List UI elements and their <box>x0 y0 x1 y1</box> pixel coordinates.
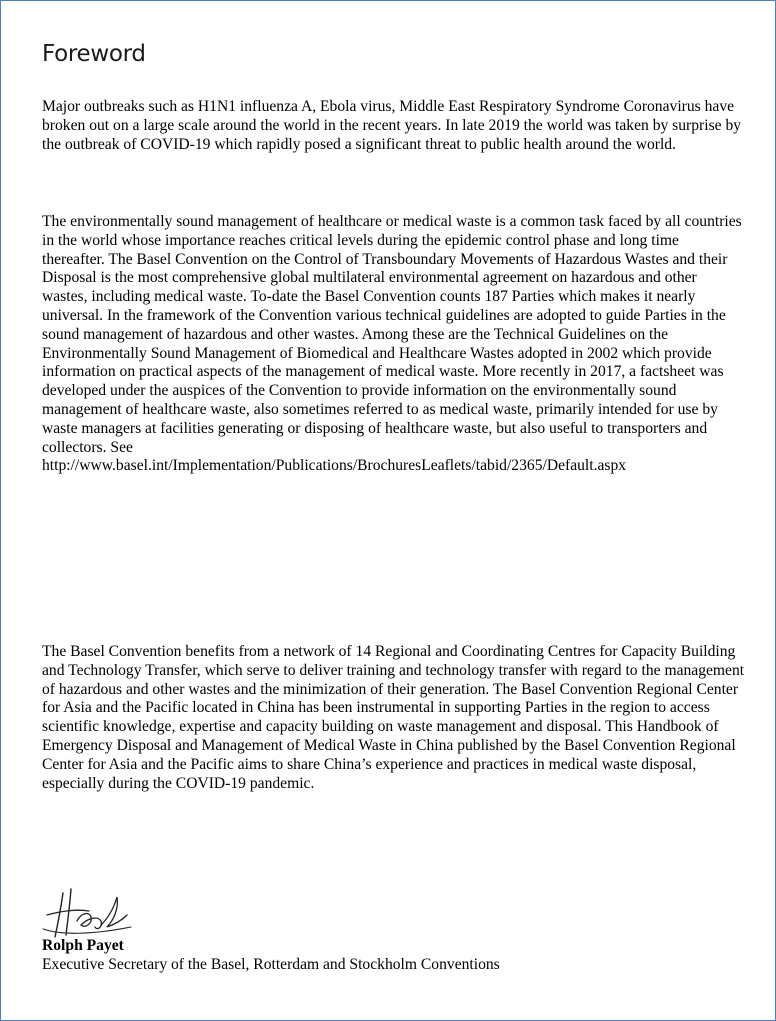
page-title: Foreword <box>42 41 146 67</box>
signatory-name: Rolph Payet <box>42 937 124 954</box>
signatory-role: Executive Secretary of the Basel, Rotterdam and Stockholm Conventions <box>42 955 500 973</box>
paragraph-basel-convention-text: The environmentally sound management of healthcare or medical waste is a common task faced by all countries in the world whose importance reaches critical levels during the epidemic control phase and long time thereafter. The Basel Convention on the Control of Transboundary Movements of Hazardous Wastes and their Disposal is the most comprehensive global multilateral environmental agreement on hazardous and other wastes, including medical waste. To-date the Basel Convention counts 187 Parties which makes it nearly universal. In the framework of the Convention various technical guidelines are adopted to guide Parties in the sound management of hazardous and other wastes. Among these are the Technical Guidelines on the Environmentally Sound Management of Biomedical and Healthcare Wastes adopted in 2002 which provide information on practical aspects of the management of medical waste. More recently in 2017, a factsheet was developed under the auspices of the Convention to provide information on the environmentally sound management of healthcare waste, also sometimes referred to as medical waste, primarily intended for use by waste managers at facilities generating or disposing of healthcare waste, but also useful to transporters and collectors. See <box>42 213 742 456</box>
handwritten-signature-icon <box>41 885 137 941</box>
paragraph-outbreaks: Major outbreaks such as H1N1 influenza A, Ebola virus, Middle East Respiratory Syndrome Coronavirus have broken out on a large scale around the world in the recent years. In late 2019 the world was taken by surprise by the outbreak of COVID-19 which rapidly posed a significant threat to public health around the world. <box>42 98 742 153</box>
signatory-block <box>42 937 500 975</box>
paragraph-regional-centres: The Basel Convention benefits from a network of 14 Regional and Coordinating Centres for Capacity Building and Technology Transfer, which serve to deliver training and technology transfer with regard to the management of hazardous and other wastes and the minimization of their generation. The Basel Convention Regional Center for Asia and the Pacific located in China has been instrumental in supporting Parties in the region to access scientific knowledge, expertise and capacity building on waste management and disposal. This Handbook of Emergency Disposal and Management of Medical Waste in China published by the Basel Convention Regional Center for Asia and the Pacific aims to share China’s experience and practices in medical waste disposal, especially during the COVID-19 pandemic. <box>42 643 745 792</box>
paragraph-basel-convention <box>42 213 745 476</box>
factsheet-url-link[interactable]: http://www.basel.int/Implementation/Publications/BrochuresLeaflets/tabid/2365/Default.aspx <box>42 457 627 475</box>
